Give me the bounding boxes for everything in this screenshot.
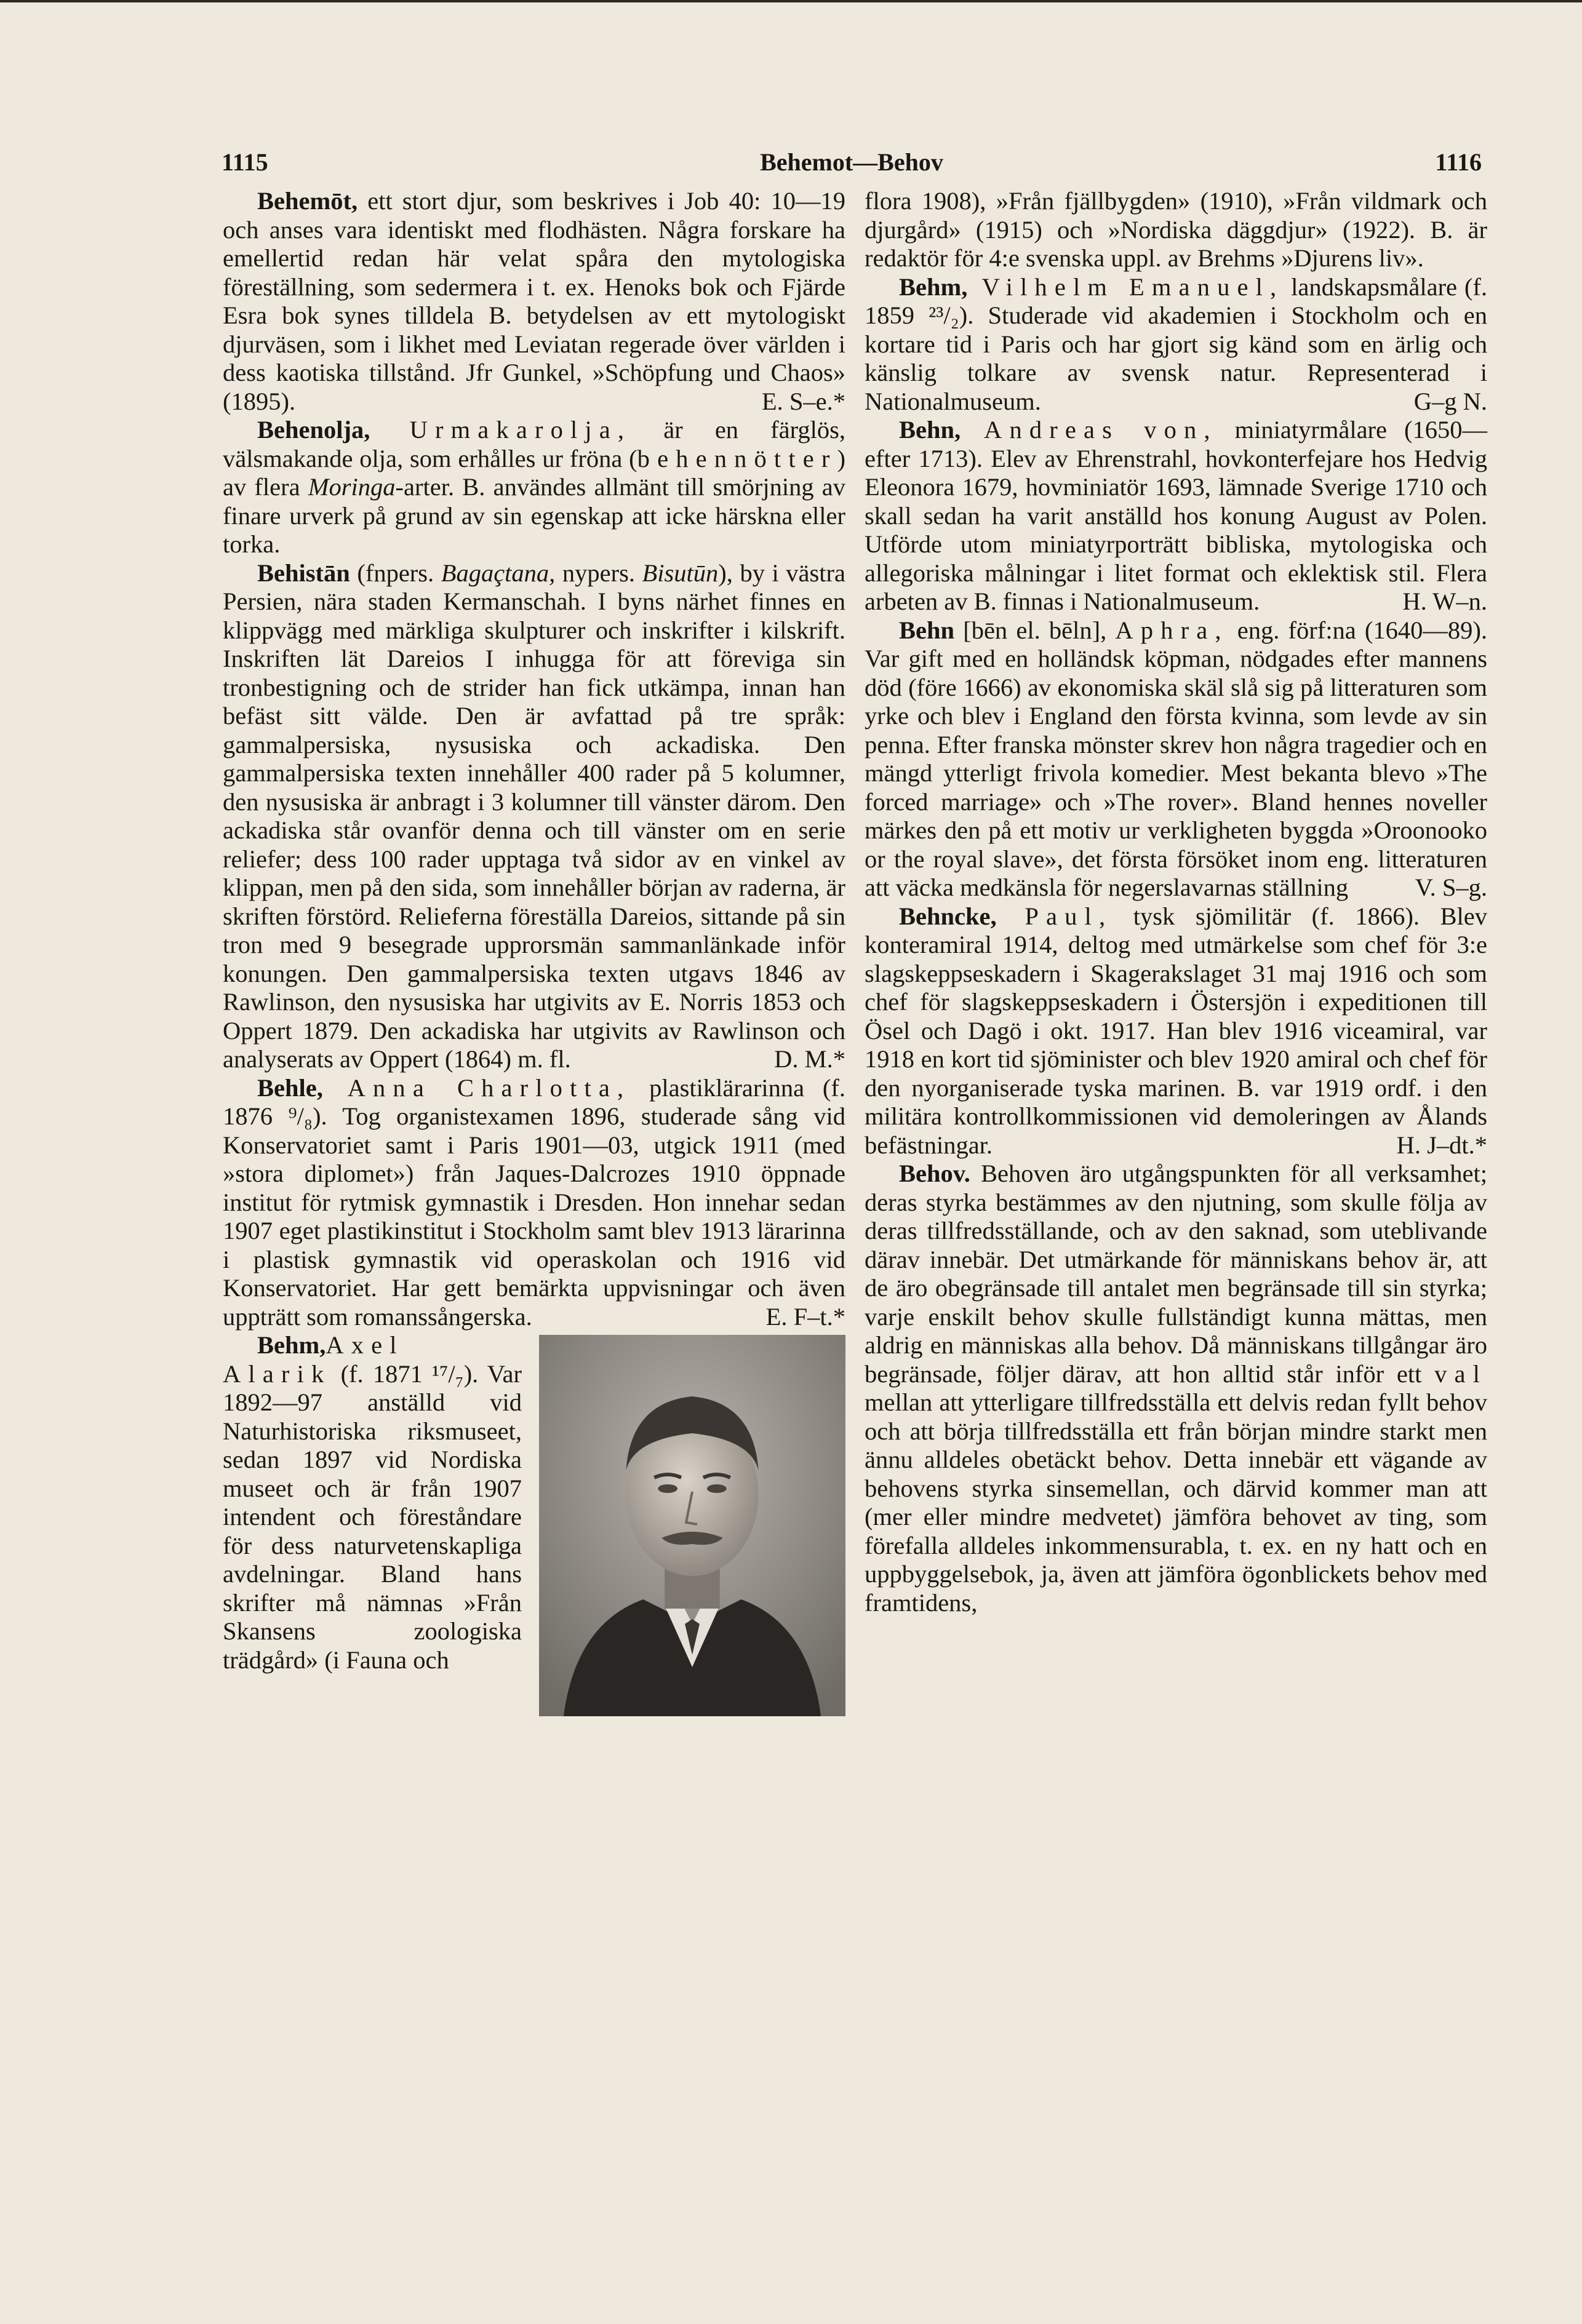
running-header (222, 148, 1482, 185)
entry-italic-term: Bisutūn (642, 559, 719, 587)
entry-headword: Behn, (899, 416, 961, 444)
entry-behle (223, 1074, 845, 1332)
entry-text: är en färglös, välsmakande olja, som erhålles ur fröna ( (223, 416, 845, 472)
entry-text: Behoven äro utgångspunkten för all verksamhet; deras styrka bestämmes av den njutning, som skulle följa av deras tillfredsställande, och av den saknad, som uteblivande därav innebär. Det utmärkande för människans behov är, att de äro obegränsade till antalet men begränsade till sin styrka; varje enskilt behov skulle fullständigt kunna mättas, men aldrig en människas alla behov. Då människans tillgångar äro begränsade, följer därav, att hon alltid står inför ett (865, 1160, 1487, 1388)
portrait-illustration (539, 1335, 845, 1716)
entry-text: -arter. B. användes allmänt till smörjning av finare urverk på grund av sin egenskap att icke härskna eller torka. (223, 473, 845, 558)
entry-spaced-term: Anna Charlotta, (322, 1073, 631, 1102)
entry-text: tysk sjömilitär (f. 1866). Blev konteramiral 1914, deltog med utmärkelse som chef för 3:e slagskeppseskadern i Skagerakslaget 31 maj 1916 och som chef för slagskeppseskadern i Östersjön i expeditionen till Ösel och Dagö i okt. 1917. Han blev 1916 viceamiral, var 1918 en kort tid sjöminister och blev 1920 amiral och chef för den nyorganiserade tyska marinen. B. var 1919 ordf. i den militära kontrollkommissionen vid demoleringen av Ålands befästningar. (865, 902, 1487, 1159)
entry-behn-andreas (865, 416, 1487, 616)
entry-text: ett stort djur, som beskrives i Job 40: 10—19 och anses vara identiskt med flodhästen. Några forskare ha emellertid redan här velat spåra den mytologiska föreställning, som sedermera i t. ex. Henoks bok och Fjärde Esra bok synes tilldela B. betydelsen av ett mytologiskt djurväsen, som i likhet med Leviatan regerade över världen i dess kaotiska tillstånd. Jfr Gunkel, »Schöpfung und Chaos» (1895). (223, 187, 845, 415)
entry-headword: Behle, (257, 1073, 323, 1102)
page-number-left: 1115 (222, 148, 268, 176)
entry-spaced-term: Aphra, (1115, 616, 1229, 644)
entry-signature: D. M.* (774, 1045, 845, 1073)
entry-signature: V. S–g. (1415, 873, 1487, 901)
entry-headword: Behenolja, (257, 416, 370, 444)
top-edge-rule (0, 0, 1582, 2)
entry-headword: Behov. (899, 1160, 970, 1187)
entry-text: eng. förf:na (1640—89). Var gift med en holländsk köpman, nödgades efter mannens död (före 1666) av ekonomiska skäl slå sig på litteraturen som yrke och blev i England den första kvinna, som levde av sin penna. Efter franska mönster skrev hon några tragedier och en mängd ytterligt frivola komedier. Mest bekanta blevo »The forced marriage» och »The rover». Bland hennes noveller märkes den på ett motiv ur verkligheten byggda »Oroonooko or the royal slave», det första försöket inom eng. litteraturen att väcka medkänsla för negerslavarnas ställning (865, 616, 1488, 901)
entry-spaced-term: val (1434, 1359, 1487, 1388)
entry-signature: H. J–dt.* (1396, 1131, 1487, 1159)
entry-behistan (223, 559, 845, 1074)
entry-spaced-term: Vilhelm Emanuel, (967, 273, 1284, 301)
entry-spaced-term: Urmakarolja, (370, 416, 632, 444)
entry-spaced-term: Axel Alarik (223, 1331, 404, 1388)
entry-text: [bēn el. bēln], (954, 616, 1116, 644)
entry-text: flora 1908), »Från fjällbygden» (1910), »Från vildmark och djurgård» (1915) och »Nordiska däggdjur» (1922). B. är redaktör för 4:e svenska uppl. av Brehms »Djurens liv». (865, 187, 1487, 272)
entry-behov (865, 1160, 1487, 1617)
right-column (865, 187, 1487, 1617)
entry-signature: G–g N. (1413, 387, 1487, 415)
entry-spaced-term: behennötter (637, 444, 837, 472)
entry-text: (f. 1871 ¹⁷/₇). Var 1892—97 anställd vid Naturhistoriska riksmuseet, sedan 1897 vid Nordiska museet och är från 1907 intendent och föreståndare för dess naturvetenskapliga avdelningar. Bland hans skrifter må nämnas »Från Skansens zoologiska trädgård» (i Fauna och (223, 1359, 522, 1674)
entry-italic-term: Moringa (308, 473, 396, 501)
entry-behenolja (223, 416, 845, 559)
entry-behm-vilhelm (865, 273, 1487, 416)
entry-headword: Behemōt, (257, 187, 358, 215)
entry-italic-term: Bagaçtana, (441, 559, 556, 587)
entry-headword: Behm, (899, 273, 968, 301)
entry-behm-axel (223, 1331, 845, 1674)
entry-headword: Behistān (257, 559, 350, 587)
entry-headword: Behncke, (899, 902, 997, 930)
entry-signature: E. F–t.* (765, 1302, 845, 1331)
entry-behncke (865, 902, 1487, 1160)
entry-behemot (223, 187, 845, 416)
page-number-right: 1116 (1435, 148, 1482, 176)
entry-text: landskapsmålare (f. 1859 ²³/₂). Studerade vid akademien i Stockholm och en kortare tid i Paris och har gjort sig känd som en ärlig och känslig tolkare av svensk natur. Representerad i Nationalmuseum. (865, 273, 1487, 415)
entry-text: nypers. (555, 559, 642, 587)
portrait-photo (539, 1335, 845, 1716)
entry-text: (fnpers. (350, 559, 441, 587)
entry-signature: E. S–e.* (761, 387, 845, 415)
entry-text: miniatyrmålare (1650—efter 1713). Elev av Ehrenstrahl, hovkonterfejare hos Hedvig Eleonora 1679, hovminiatör 1693, lämnade Sverige 1710 och skall sedan ha varit anställd hos konung August av Polen. Utförde utom miniatyrporträtt bibliska, mytologiska och allegoriska målningar i litet format och eklektisk stil. Flera arbeten av B. finnas i Nationalmuseum. (865, 416, 1487, 615)
entry-text: ) av flera (223, 444, 845, 501)
entry-spaced-term: Andreas von, (961, 416, 1218, 444)
running-title: Behemot—Behov (760, 148, 943, 176)
entry-headword: Behm, (257, 1331, 326, 1359)
entry-behm-axel-continued (865, 187, 1487, 273)
entry-spaced-term: Paul, (996, 902, 1113, 930)
entry-text: mellan att ytterligare tillfredsställa ett delvis redan fyllt behov och att börja tillfredsställa ett från början mindre starkt men ännu alldeles obetäckt behov. Detta innebär ett vägande av behovens styrka sinsemellan, och därvid kommer man att (mer eller mindre medvetet) jämföra behovet av ting, som förefalla alldeles inkommensurabla, t. ex. en ny hatt och en uppbyggelsebok, ja, även att jämföra ögonblickets behov med framtidens, (865, 1388, 1487, 1617)
entry-text: ), by i västra Persien, nära staden Kermanschah. I byns närhet finnes en klippvägg med märkliga skulpturer och inskrifter i kilskrift. Inskriften lät Dareios I inhugga för att föreviga sin tronbestigning och de strider han fick utkämpa, innan han befäst sitt välde. Den är avfattad på tre språk: gammalpersiska, nysusiska och ackadiska. Den gammalpersiska texten innehåller 400 rader på 5 kolumner, den nysusiska är anbragt i 3 kolumner till vänster därom. Den ackadiska står ovanför denna och till vänster om en serie reliefer; dess 100 rader upptaga två sidor av en vinkel av klippan, men på den sida, som innehåller början av raderna, är skriften förstörd. Relieferna föreställa Dareios, sittande på sin tron med 9 besegrade upprorsmän sammanlänkade inför konungen. Den gammalpersiska texten utgavs 1846 av Rawlinson, den nysusiska har utgivits av E. Norris 1853 och Oppert 1879. Den ackadiska har utgivits av Rawlinson och analyserats av Oppert (1864) m. fl. (223, 559, 845, 1073)
entry-signature: H. W–n. (1402, 587, 1487, 615)
entry-text: plastiklärarinna (f. 1876 ⁹/₈). Tog organistexamen 1896, studerade sång vid Konservatoriet samt i Paris 1901—03, utgick 1911 (med »stora diplomet») från Jaques-Dalcrozes 1910 öppnade institut för rytmisk gymnastik i Dresden. Hon innehar sedan 1907 eget plastikinstitut i Stockholm samt blev 1913 lärarinna i plastisk gymnastik vid operaskolan och 1916 vid Konservatoriet. Har gett bemärkta uppvisningar och även uppträtt som romanssångerska. (223, 1073, 845, 1331)
entry-headword: Behn (899, 616, 955, 644)
entry-behn-aphra (865, 616, 1487, 902)
left-column (223, 187, 845, 1716)
